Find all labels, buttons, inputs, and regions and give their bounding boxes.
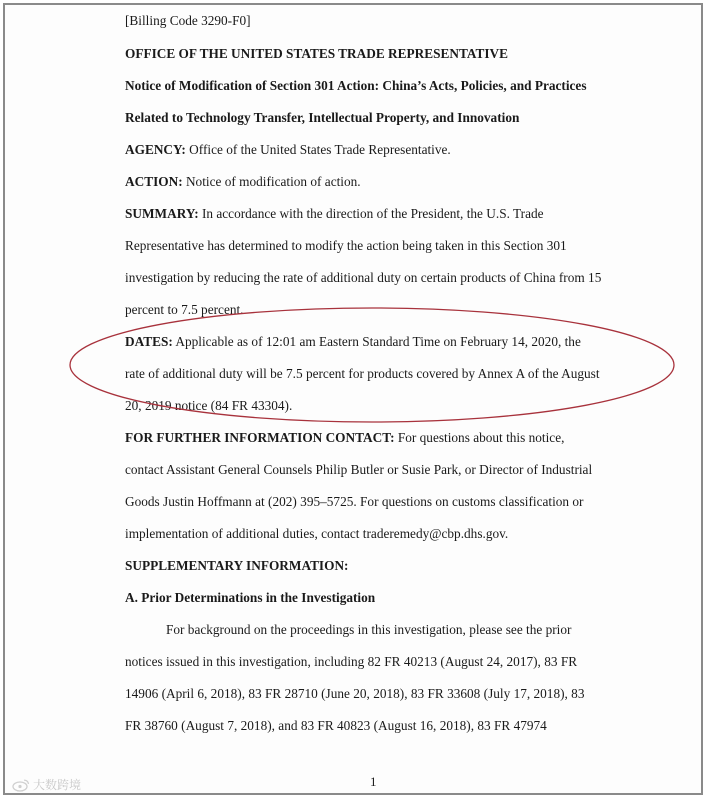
dates-text-1: Applicable as of 12:01 am Eastern Standard Time on February 14, 2020, the	[172, 334, 581, 349]
page-number: 1	[370, 774, 377, 789]
supplementary-heading: SUPPLEMENTARY INFORMATION:	[125, 558, 349, 573]
summary-line-3: investigation by reducing the rate of additional duty on certain products of China from 15	[125, 270, 602, 285]
dates-line-3: 20, 2019 notice (84 FR 43304).	[125, 398, 293, 413]
office-heading: OFFICE OF THE UNITED STATES TRADE REPRESENTATIVE	[125, 46, 508, 61]
dates-line-1	[125, 334, 581, 350]
section-a-line-1: For background on the proceedings in this investigation, please see the prior	[166, 622, 572, 637]
action-text: Notice of modification of action.	[182, 174, 361, 189]
title-line-1: Notice of Modification of Section 301 Action: China’s Acts, Policies, and Practices	[125, 78, 587, 93]
title-line-2: Related to Technology Transfer, Intellectual Property, and Innovation	[125, 110, 520, 125]
summary-line-4: percent to 7.5 percent.	[125, 302, 244, 317]
dates-line-2: rate of additional duty will be 7.5 percent for products covered by Annex A of the August	[125, 366, 600, 381]
watermark	[12, 776, 81, 793]
summary-label: SUMMARY:	[125, 206, 199, 221]
agency-text: Office of the United States Trade Representative.	[185, 142, 451, 157]
agency-line	[125, 142, 451, 158]
contact-label: FOR FURTHER INFORMATION CONTACT:	[125, 430, 395, 445]
dates-label: DATES:	[125, 334, 173, 349]
summary-line-1	[125, 206, 544, 222]
contact-line-1	[125, 430, 564, 446]
section-a-line-3: 14906 (April 6, 2018), 83 FR 28710 (June 20, 2018), 83 FR 33608 (July 17, 2018), 83	[125, 686, 585, 701]
action-line	[125, 174, 361, 190]
billing-code: [Billing Code 3290-F0]	[125, 13, 251, 28]
contact-line-4: implementation of additional duties, contact traderemedy@cbp.dhs.gov.	[125, 526, 509, 541]
weibo-logo-icon	[12, 778, 30, 792]
summary-line-2: Representative has determined to modify the action being taken in this Section 301	[125, 238, 567, 253]
summary-text-1: In accordance with the direction of the President, the U.S. Trade	[198, 206, 544, 221]
section-a-heading: A. Prior Determinations in the Investigation	[125, 590, 376, 605]
section-a-line-4: FR 38760 (August 7, 2018), and 83 FR 40823 (August 16, 2018), 83 FR 47974	[125, 718, 547, 733]
watermark-text: 大数跨境	[33, 778, 82, 792]
action-label: ACTION:	[125, 174, 183, 189]
contact-line-2: contact Assistant General Counsels Philip Butler or Susie Park, or Director of Industrial	[125, 462, 593, 477]
contact-text-1: For questions about this notice,	[394, 430, 565, 445]
contact-line-3: Goods Justin Hoffmann at (202) 395–5725. For questions on customs classification or	[125, 494, 584, 509]
section-a-line-2: notices issued in this investigation, including 82 FR 40213 (August 24, 2017), 83 FR	[125, 654, 578, 669]
agency-label: AGENCY:	[125, 142, 186, 157]
